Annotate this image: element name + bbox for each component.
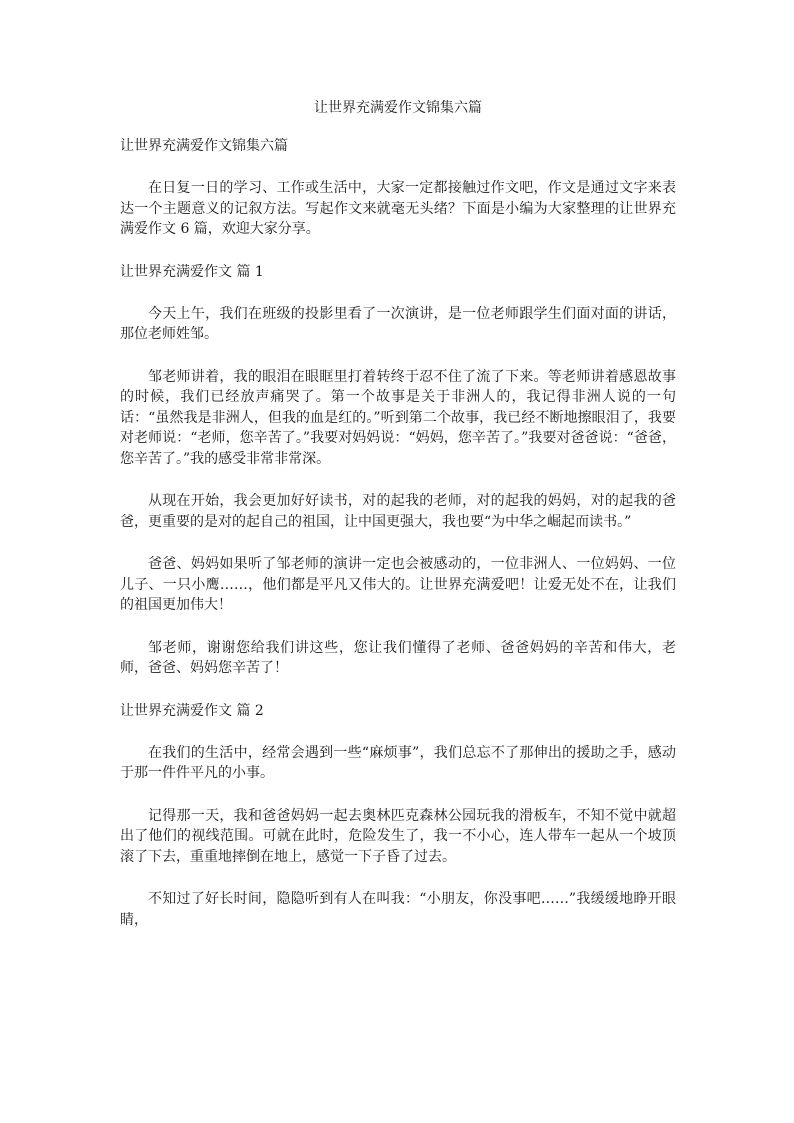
paragraph: 在我们的生活中，经常会遇到一些“麻烦事”，我们总忘不了那伸出的援助之手，感动于那一件件平凡的小事。 <box>120 744 676 781</box>
paragraph: 爸爸、妈妈如果听了邹老师的演讲一定也会被感动的，一位非洲人、一位妈妈、一位儿子、一只小鹰……，他们都是平凡又伟大的。让世界充满爱吧！让爱无处不在，让我们的祖国更加伟大！ <box>120 556 676 613</box>
section-heading: 让世界充满爱作文 篇 2 <box>120 702 264 719</box>
document-subtitle: 让世界充满爱作文锦集六篇 <box>120 138 288 154</box>
paragraph: 记得那一天，我和爸爸妈妈一起去奥林匹克森林公园玩我的滑板车，不知不觉中就超出了他们的视线范围。可就在此时，危险发生了，我一不小心，连人带车一起从一个坡顶滚了下去，重重地摔倒在地上，感觉一下子昏了过去。 <box>120 807 676 865</box>
document-title: 让世界充满爱作文锦集六篇 <box>314 100 482 116</box>
intro-paragraph: 在日复一日的学习、工作或生活中，大家一定都接触过作文吧，作文是通过文字来表达一个主题意义的记叙方法。写起作文来就毫无头绪？下面是小编为大家整理的让世界充满爱作文 6 篇，欢迎大家分享。 <box>120 180 676 237</box>
section-heading: 让世界充满爱作文 篇 1 <box>120 263 264 280</box>
paragraph: 邹老师讲着，我的眼泪在眼眶里打着转终于忍不住了流了下来。等老师讲着感恩故事的时候，我们已经放声痛哭了。第一个故事是关于非洲人的，我记得非洲人说的一句话：“虽然我是非洲人，但我的血是红的。”听到第二个故事，我已经不断地擦眼泪了，我要对老师说：“老师，您辛苦了。”我要对妈妈说：“妈妈，您辛苦了。”我要对爸爸说：“爸爸，您辛苦了。”我的感受非常非常深。 <box>120 368 676 467</box>
paragraph: 邹老师，谢谢您给我们讲这些，您让我们懂得了老师、爸爸妈妈的辛苦和伟大，老师，爸爸、妈妈您辛苦了！ <box>120 639 676 676</box>
paragraph: 今天上午，我们在班级的投影里看了一次演讲，是一位老师跟学生们面对面的讲话，那位老师姓邹。 <box>120 305 676 342</box>
paragraph: 不知过了好长时间，隐隐听到有人在叫我：“小朋友，你没事吧……”我缓缓地睁开眼睛， <box>120 891 676 928</box>
paragraph: 从现在开始，我会更加好好读书，对的起我的老师，对的起我的妈妈，对的起我的爸爸，更重要的是对的起自己的祖国，让中国更强大，我也要“为中华之崛起而读书。” <box>120 493 676 530</box>
section-2 <box>120 701 676 931</box>
section-1 <box>120 262 676 679</box>
